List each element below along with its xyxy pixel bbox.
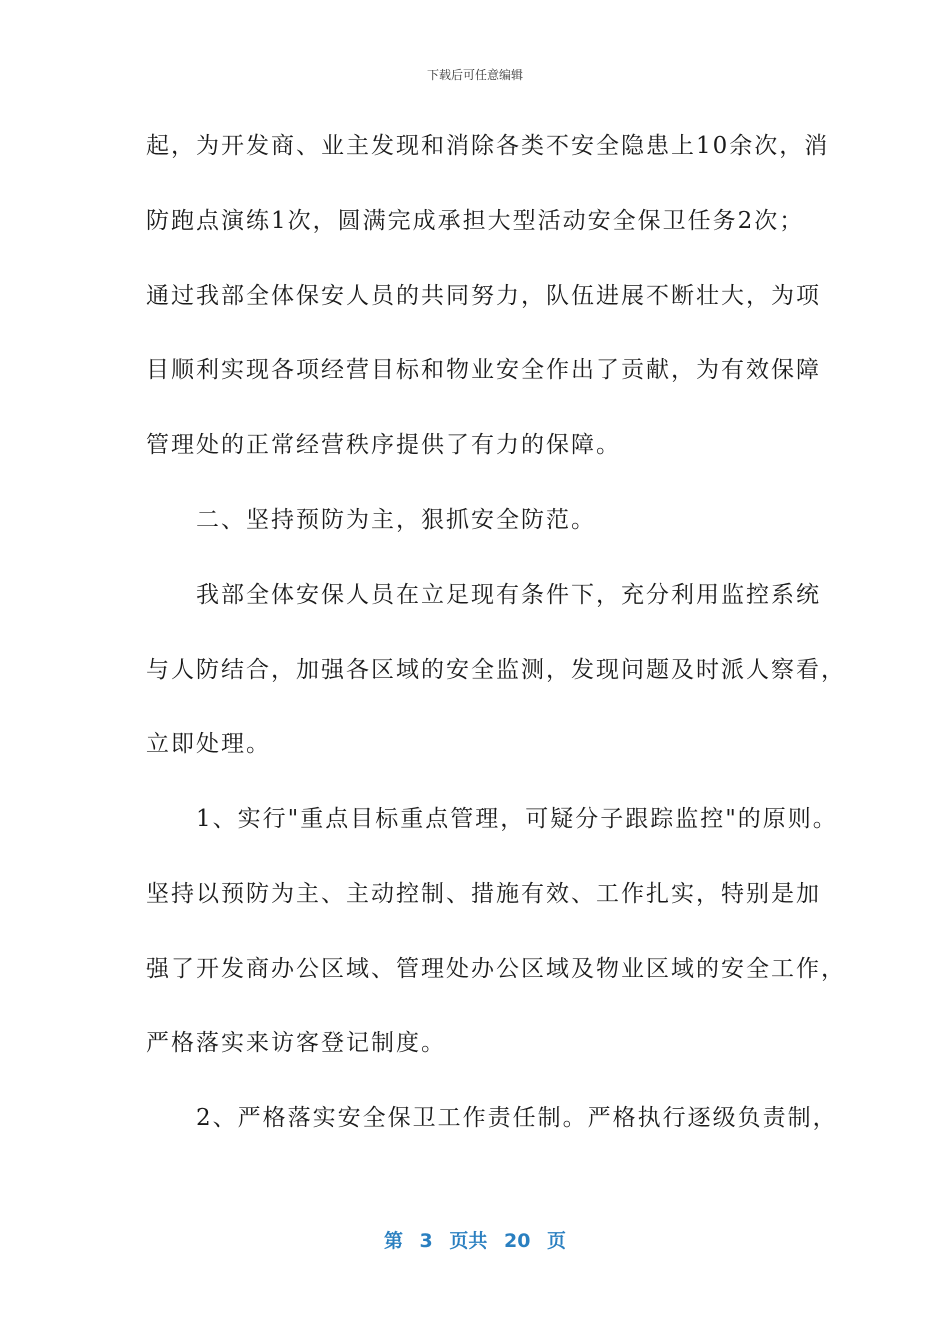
body-line: 1、实行"重点目标重点管理，可疑分子跟踪监控"的原则。	[146, 806, 838, 832]
page-header: 下载后可任意编辑	[426, 68, 523, 82]
body-line: 严格落实来访客登记制度。	[146, 1030, 446, 1056]
body-line: 防跑点演练1次，圆满完成承担大型活动安全保卫任务2次；	[146, 208, 805, 234]
body-line: 2、严格落实安全保卫工作责任制。严格执行逐级负责制，	[146, 1105, 838, 1131]
body-line: 与人防结合，加强各区域的安全监测，发现问题及时派人察看，	[146, 657, 846, 683]
body-line: 立即处理。	[146, 731, 271, 757]
body-line: 坚持以预防为主、主动控制、措施有效、工作扎实，特别是加	[146, 881, 821, 907]
section-heading: 二、坚持预防为主，狠抓安全防范。	[146, 507, 596, 533]
body-line: 目顺利实现各项经营目标和物业安全作出了贡献，为有效保障	[146, 357, 821, 383]
body-line: 通过我部全体保安人员的共同努力，队伍进展不断壮大，为项	[146, 283, 821, 309]
body-line: 强了开发商办公区域、管理处办公区域及物业区域的安全工作，	[146, 956, 846, 982]
body-line: 起，为开发商、业主发现和消除各类不安全隐患上10余次，消	[146, 133, 830, 159]
body-line: 管理处的正常经营秩序提供了有力的保障。	[146, 432, 621, 458]
body-line: 我部全体安保人员在立足现有条件下，充分利用监控系统	[146, 582, 821, 608]
page-number-footer: 第 3 页共 20 页	[383, 1230, 567, 1252]
